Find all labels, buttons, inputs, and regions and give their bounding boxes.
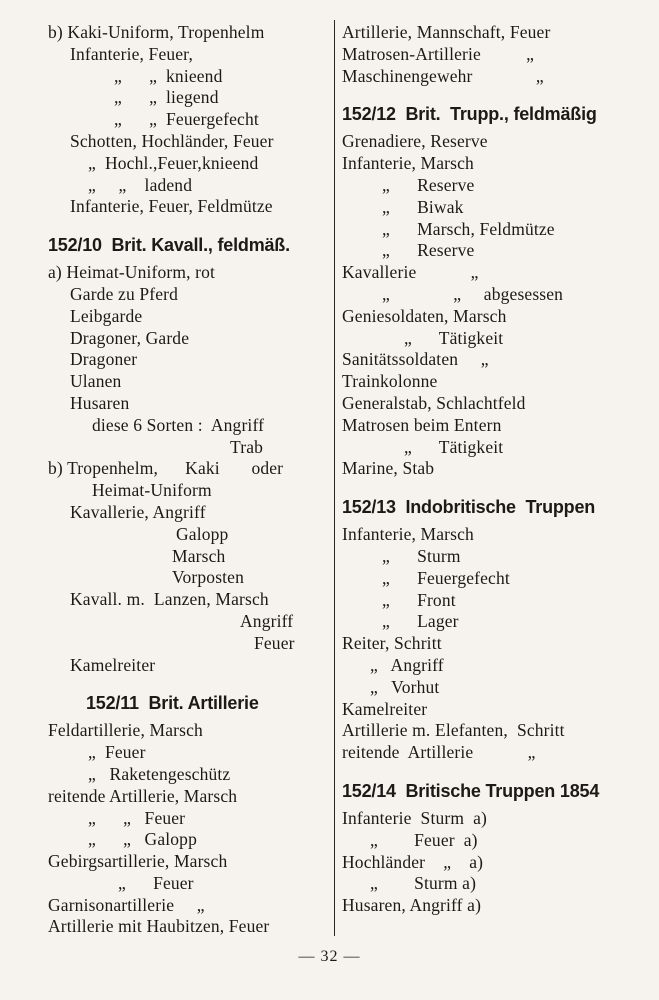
list-line: Kavall. m. Lanzen, Marsch (70, 589, 269, 610)
list-line: Infanterie, Marsch (342, 524, 474, 545)
list-line: „ „ Feuer (88, 807, 186, 828)
list-line: „ „ Feuergefecht (114, 109, 259, 130)
list-line: „ Feuer (88, 742, 146, 763)
list-line: „ Biwak (382, 196, 464, 217)
list-line: Sanitätssoldaten „ (342, 349, 489, 370)
list-line: Leibgarde (70, 305, 143, 326)
list-line: „ Tätigkeit (404, 327, 504, 348)
list-line: Generalstab, Schlachtfeld (342, 392, 526, 413)
section-heading: 152/11 Brit. Artillerie (86, 693, 259, 714)
list-line: Geniesoldaten, Marsch (342, 305, 507, 326)
list-line: „ Tätigkeit (404, 436, 504, 457)
list-line: Matrosen-Artillerie „ (342, 43, 535, 64)
list-line: Feldartillerie, Marsch (48, 720, 203, 741)
list-line: „ Feuer a) (370, 829, 478, 850)
list-line: „ Reserve (382, 240, 475, 261)
list-line: Infanterie, Marsch (342, 153, 474, 174)
list-line: Trainkolonne (342, 371, 438, 392)
list-line: diese 6 Sorten : Angriff (92, 414, 265, 435)
list-line: Infanterie, Feuer, (70, 43, 193, 64)
list-line: Artillerie, Mannschaft, Feuer (342, 22, 551, 42)
list-line: „ Feuer (118, 872, 194, 893)
section-heading: 152/10 Brit. Kavall., feldmäß. (48, 235, 290, 256)
list-line: Marine, Stab (342, 458, 435, 479)
list-line: b) Tropenhelm, Kaki oder (48, 458, 284, 479)
list-line: Kamelreiter (342, 698, 428, 719)
list-line: „ Feuergefecht (382, 567, 510, 588)
list-line: „ Hochl.,Feuer,knieend (88, 152, 259, 173)
list-line: Galopp (176, 523, 229, 544)
list-line: „ „ ladend (88, 174, 193, 195)
list-line: Matrosen beim Entern (342, 414, 502, 435)
left-column (48, 22, 328, 938)
list-line: Infanterie Sturm a) (342, 807, 488, 828)
list-line: „ „ abgesessen (382, 283, 564, 304)
list-line: Artillerie m. Elefanten, Schritt (342, 720, 565, 741)
list-line: Hochländer „ a) (342, 851, 484, 872)
list-line: Artillerie mit Haubitzen, Feuer (48, 916, 270, 937)
list-line: „ „ knieend (114, 65, 223, 86)
right-column (342, 22, 634, 917)
section-heading: 152/13 Indobritische Truppen (342, 497, 596, 518)
list-line: b) Kaki-Uniform, Tropenhelm (48, 22, 265, 42)
list-line: Husaren (70, 392, 130, 413)
list-line: Schotten, Hochländer, Feuer (70, 130, 274, 151)
list-line: Garde zu Pferd (70, 283, 179, 304)
list-line: Infanterie, Feuer, Feldmütze (70, 196, 273, 217)
list-line: Reiter, Schritt (342, 633, 442, 654)
list-line: Angriff (240, 610, 294, 631)
list-line: „ Angriff (370, 654, 444, 675)
section-heading: 152/12 Brit. Trupp., feldmäßig (342, 104, 597, 125)
list-line: „ Marsch, Feldmütze (382, 218, 555, 239)
list-line: Vorposten (172, 567, 244, 588)
list-line: Marsch (172, 545, 226, 566)
column-divider (334, 20, 335, 936)
list-line: Heimat-Uniform (92, 480, 212, 501)
list-line: Dragoner (70, 349, 138, 370)
list-line: „ „ liegend (114, 87, 219, 108)
list-line: Grenadiere, Reserve (342, 131, 488, 152)
list-line: „ Vorhut (370, 676, 440, 697)
list-line: „ Front (382, 589, 456, 610)
list-line: Feuer (254, 632, 295, 653)
list-line: „ Sturm (382, 545, 461, 566)
list-line: Gebirgsartillerie, Marsch (48, 851, 228, 872)
list-line: „ Reserve (382, 174, 475, 195)
section-heading: 152/14 Britische Truppen 1854 (342, 780, 600, 801)
page-number: — 32 — (298, 948, 361, 965)
list-line: reitende Artillerie, Marsch (48, 785, 238, 806)
list-line: „ Lager (382, 611, 459, 632)
list-line: Maschinengewehr „ (342, 65, 544, 86)
list-line: Kavallerie „ (342, 262, 479, 283)
list-line: Husaren, Angriff a) (342, 895, 482, 916)
list-line: Trab (230, 436, 264, 457)
list-line: Kavallerie, Angriff (70, 501, 206, 522)
list-line: Garnisonartillerie „ (48, 894, 205, 915)
list-line: „ Sturm a) (370, 873, 477, 894)
list-line: a) Heimat-Uniform, rot (48, 262, 216, 283)
list-line: Dragoner, Garde (70, 327, 190, 348)
list-line: Kamelreiter (70, 654, 156, 675)
list-line: „ Raketengeschütz (88, 763, 231, 784)
list-line: reitende Artillerie „ (342, 742, 536, 763)
list-line: „ „ Galopp (88, 829, 197, 850)
list-line: Ulanen (70, 371, 122, 392)
